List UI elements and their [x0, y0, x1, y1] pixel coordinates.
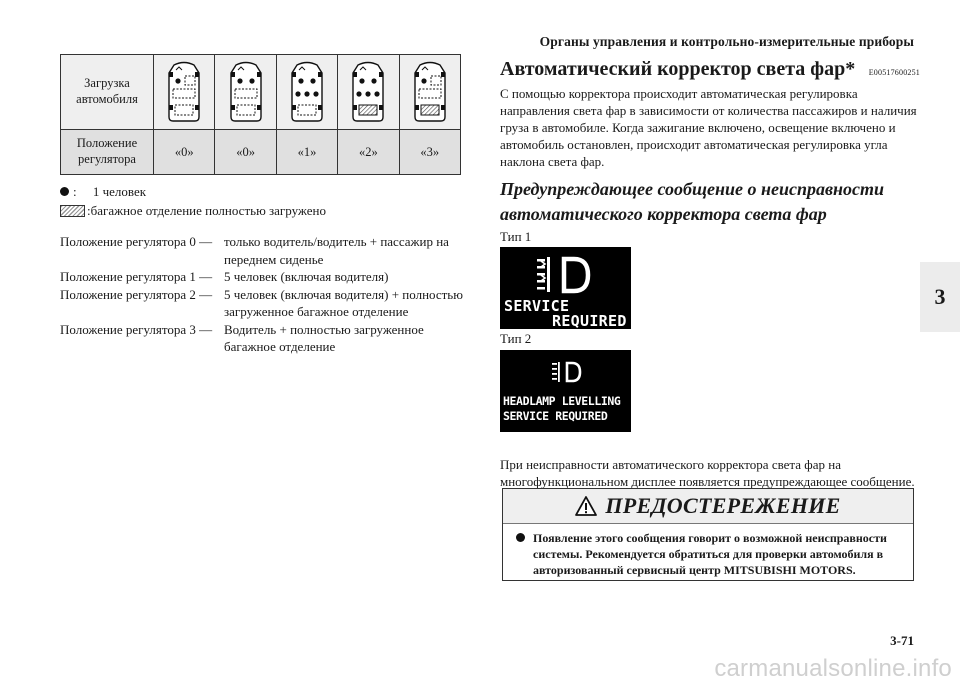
chapter-number: 3: [934, 284, 946, 309]
display-line: SERVICE: [504, 297, 570, 315]
car-load-1-icon: [226, 61, 266, 123]
position-value: 5 человек (включая водителя): [224, 269, 389, 284]
legend: [60, 182, 326, 220]
section-text: С помощью корректора происходит автоматическая регулировка направления света фар в зависимости от количества пассажиров и наличия груза в автомобиле. Когда зажигание включено, освещение включено и автомобиль остановлен, происходит автоматическая регулировка угла наклона света фар.: [500, 86, 917, 169]
type2-label: Тип 2: [500, 331, 532, 346]
position-key: Положение регулятора 2 —: [60, 286, 213, 302]
position-key: Положение регулятора 1 —: [60, 269, 213, 284]
table-cell: «0»: [215, 130, 276, 175]
warning-body: [503, 524, 913, 578]
table-row: [61, 55, 461, 130]
display-type2: [500, 350, 631, 432]
headlamp-level-icon: [552, 361, 582, 383]
bullet-icon: [516, 533, 525, 542]
car-diagram-cell: [154, 55, 215, 130]
table-cell: «0»: [154, 130, 215, 175]
section-heading: [500, 58, 920, 81]
warning-title: ПРЕДОСТЕРЕЖЕНИЕ: [605, 493, 841, 518]
warning-header: [503, 489, 913, 524]
legend-row: [60, 201, 326, 220]
section-code: E00517600251: [868, 68, 920, 77]
full-cargo-hatch-icon: [60, 205, 85, 217]
display-line: REQUIRED: [552, 312, 627, 329]
car-diagram-cell: [276, 55, 337, 130]
list-item: [60, 286, 464, 321]
display-line: HEADLAMP LEVELLING: [503, 394, 621, 408]
subsection-title: Предупреждающее сообщение о неисправности автоматического корректора света фар: [500, 179, 884, 224]
table-row-label: Загрузка автомобиля: [61, 55, 154, 130]
position-value: только водитель/водитель + пассажир на переднем сиденье: [224, 234, 449, 267]
positions-list: [60, 233, 464, 356]
list-item: [60, 321, 464, 356]
car-load-3-icon: [348, 61, 388, 123]
position-key: Положение регулятора 3 —: [60, 321, 213, 337]
car-diagram-cell: [399, 55, 460, 130]
page-number: 3-71: [890, 633, 914, 648]
position-value: 5 человек (включая водителя) + полностью загруженное багажное отделение: [224, 286, 463, 319]
watermark: carmanualsonline.info: [714, 655, 952, 677]
load-table: [60, 54, 461, 175]
table-cell: «1»: [276, 130, 337, 175]
car-load-0-icon: [164, 61, 204, 123]
car-load-4-icon: [410, 61, 450, 123]
list-item: [60, 233, 464, 268]
car-diagram-cell: [338, 55, 399, 130]
legend-row: [60, 182, 326, 201]
position-value: Водитель + полностью загруженное багажное отделение: [224, 321, 424, 354]
table-cell: «2»: [338, 130, 399, 175]
page-header: Органы управления и контрольно-измерительные приборы: [539, 34, 914, 49]
car-diagram-cell: [215, 55, 276, 130]
car-load-2-icon: [287, 61, 327, 123]
display-type1: [500, 247, 631, 329]
list-item: [60, 268, 464, 286]
display-line: SERVICE REQUIRED: [503, 409, 608, 423]
subsection-text: При неисправности автоматического корректора света фар на многофункциональном дисплее появляется предупреждающее сообщение.: [500, 457, 915, 489]
legend-text: :багажное отделение полностью загружено: [87, 203, 326, 218]
type1-label: Тип 1: [500, 229, 532, 244]
table-row: [61, 130, 461, 175]
table-row-label: Положение регулятора: [61, 130, 154, 175]
person-dot-icon: [60, 187, 69, 196]
table-cell: «3»: [399, 130, 460, 175]
chapter-tab: [920, 262, 960, 332]
right-column: [500, 58, 920, 490]
headlamp-level-icon: [536, 255, 596, 295]
position-key: Положение регулятора 0 —: [60, 234, 213, 249]
section-title: Автоматический корректор света фар*: [500, 58, 856, 80]
legend-text: : 1 человек: [73, 184, 147, 199]
warning-text: Появление этого сообщения говорит о возможной неисправности системы. Рекомендуется обратиться для проверки автомобиля в авторизованный сервисный центр MITSUBISHI MOTORS.: [533, 531, 887, 577]
warning-box: [502, 488, 914, 581]
warning-triangle-icon: [575, 496, 597, 516]
